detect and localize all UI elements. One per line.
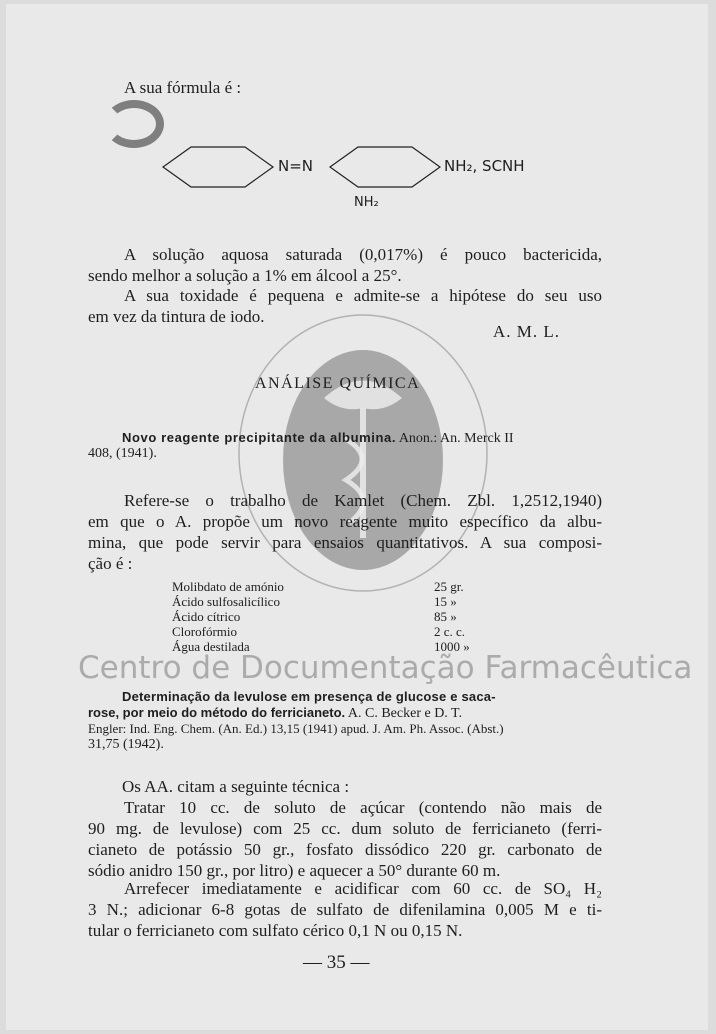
benzene-ring-right [330, 147, 440, 187]
p1-line2: sendo melhor a solução a 1% em álcool a 25°. [88, 266, 402, 285]
p2-line1: A sua toxidade é pequena e admite-se a hipótese do seu uso [124, 286, 602, 305]
article1-ref-line2: 408, (1941). [88, 446, 157, 461]
article1-reference [88, 430, 603, 447]
composition-qty: 25 gr. [434, 579, 464, 594]
composition-table [172, 579, 502, 654]
composition-row [172, 579, 502, 594]
article1-body-line3: mina, que pode servir para ensaios quantitativos. A sua composi- [88, 533, 602, 552]
composition-qty: 2 c. c. [434, 624, 466, 639]
author-signature: A. M. L. [493, 322, 561, 341]
article2-p2-line1: Arrefecer imediatamente e acidificar com 60 cc. de SO₄ H₂ [124, 879, 602, 898]
article2-reference [88, 705, 603, 722]
composition-qty: 1000 » [434, 639, 470, 654]
paragraph-solution [88, 244, 602, 286]
article2-p2-line2: 3 N.; adicionar 6-8 gotas de sulfato de difenilamina 0,005 M e ti- [88, 900, 602, 919]
page-number: — 35 — [303, 952, 370, 973]
article1-title: Novo reagente precipitante da albumina. [122, 430, 397, 445]
composition-name: Água destilada [172, 639, 250, 654]
composition-row [172, 624, 502, 639]
benzene-ring-left [163, 147, 273, 187]
article2-p1-line1: Tratar 10 cc. de soluto de açúcar (contendo não mais de [124, 798, 602, 817]
composition-name: Ácido cítrico [172, 609, 241, 624]
composition-qty: 15 » [434, 594, 457, 609]
composition-qty: 85 » [434, 609, 457, 624]
article2-p2-line3: tular o ferricianeto com sulfato cérico 0,1 N ou 0,15 N. [88, 921, 463, 940]
composition-row [172, 609, 502, 624]
article1-body-line2: em que o A. propõe um novo reagente muito específico da albu- [88, 512, 602, 531]
article1-body-line1: Refere-se o trabalho de Kamlet (Chem. Zbl. 1,2512,1940) [124, 491, 602, 510]
article2-title-line2: rose, por meio do método do ferricianeto. [88, 705, 346, 720]
composition-name: Ácido sulfosalicílico [172, 594, 280, 609]
section-title: ANÁLISE QUÍMICA [255, 375, 421, 392]
watermark-text: Centro de Documentação Farmacêutica [78, 650, 693, 686]
formula-intro: A sua fórmula é : [124, 78, 242, 97]
p2-line2: em vez da tintura de iodo. [88, 307, 265, 326]
article1-ref-line1: Anon.: An. Merck II [398, 431, 514, 446]
right-substituent: NH₂, SCNH [444, 157, 525, 175]
article2-p1-line4: sódio anidro 150 gr., por litro) e aquecer a 50° durante 60 m. [88, 861, 501, 880]
composition-row [172, 594, 502, 609]
article2-p1-line2: 90 mg. de levulose) com 25 cc. dum soluto de ferricianeto (ferri- [88, 819, 602, 838]
bottom-substituent: NH₂ [354, 195, 379, 210]
article1-body-line4: ção é : [88, 554, 133, 573]
p1-line1: A solução aquosa saturada (0,017%) é pouco bactericida, [124, 245, 602, 264]
article2-p1-line3: cianeto de potássio 50 gr., fosfato dissódico 220 gr. carbonato de [88, 840, 602, 859]
article2-ref-line3: 31,75 (1942). [88, 737, 164, 752]
article2-intro: Os AA. citam a seguinte técnica : [122, 777, 350, 796]
composition-name: Clorofórmio [172, 624, 237, 639]
article2-ref-line1: A. C. Becker e D. T. [347, 706, 463, 721]
article2-paragraph2 [88, 878, 602, 941]
article2-title-line1: Determinação da levulose em presença de glucose e saca- [122, 689, 496, 704]
article2-paragraph1 [88, 797, 602, 881]
article1-body [88, 490, 602, 574]
azo-group: N=N [278, 157, 314, 175]
composition-name: Molibdato de amónio [172, 579, 284, 594]
article2-ref-line2: Engler: Ind. Eng. Chem. (An. Ed.) 13,15 (1941) apud. J. Am. Ph. Assoc. (Abst.) [88, 721, 504, 736]
